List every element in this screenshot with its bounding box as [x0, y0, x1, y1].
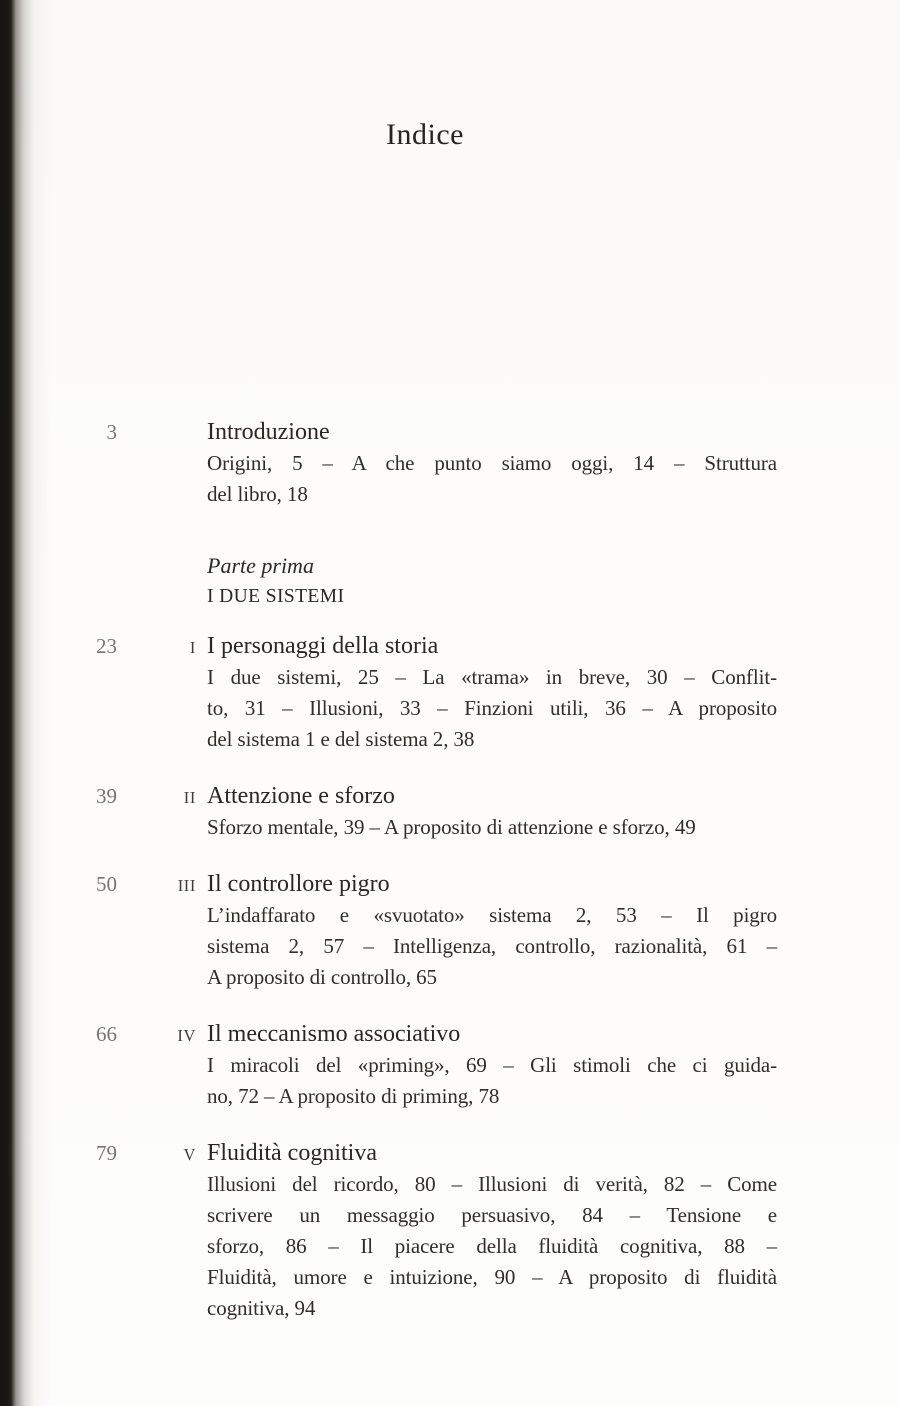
toc-topic-line: no, 72 – A proposito di priming, 78: [207, 1084, 500, 1108]
toc-chapter-numeral: II: [183, 788, 196, 807]
toc-topic-line: del libro, 18: [207, 482, 308, 506]
toc-topic-line: Illusioni del ricordo, 80 – Illusioni di verità, 82 – Come: [207, 1172, 777, 1196]
toc-entry: [0, 868, 900, 993]
toc-entry-text: [207, 868, 777, 993]
toc-entry: [0, 1137, 900, 1324]
toc-chapter-topics: [207, 662, 777, 755]
toc-chapter-topics: [207, 900, 777, 993]
toc-topic-line: L’indaffarato e «svuotato» sistema 2, 53 – Il pigro: [207, 903, 777, 927]
toc-chapter-numeral: IV: [177, 1026, 196, 1045]
toc-topic-line: cognitiva, 94: [207, 1296, 316, 1320]
toc-topic-line: Fluidità, umore e intuizione, 90 – A proposito di fluidità: [207, 1265, 777, 1289]
toc-topic-line: del sistema 1 e del sistema 2, 38: [207, 727, 475, 751]
toc-entry-text: [207, 630, 777, 755]
toc-page-number: 23: [96, 634, 117, 658]
toc-entry-text: [207, 416, 777, 510]
toc-entry: [0, 1018, 900, 1112]
toc-chapter-topics: [207, 812, 777, 843]
toc-topic-line: to, 31 – Illusioni, 33 – Finzioni utili, 36 – A proposito: [207, 696, 777, 720]
toc-topic-line: sistema 2, 57 – Intelligenza, controllo, razionalità, 61 –: [207, 934, 777, 958]
toc-part-heading: [207, 550, 900, 612]
toc-topic-line: scrivere un messaggio persuasivo, 84 – Tensione e: [207, 1203, 777, 1227]
binding-shadow: [0, 0, 52, 1406]
toc-topic-line: I miracoli del «priming», 69 – Gli stimoli che ci guida-: [207, 1053, 777, 1077]
toc-chapter-numeral: V: [183, 1145, 196, 1164]
toc-page-number: 39: [96, 784, 117, 808]
part-label: Parte prima: [207, 553, 314, 578]
toc-entries: [0, 416, 900, 1324]
toc-chapter-title: Attenzione e sforzo: [207, 783, 395, 809]
toc-entry-text: [207, 1137, 777, 1324]
toc-entry: [0, 416, 900, 510]
toc-topic-line: Sforzo mentale, 39 – A proposito di attenzione e sforzo, 49: [207, 815, 696, 839]
toc-page-number: 50: [96, 872, 117, 896]
toc-page-number: 3: [106, 420, 117, 444]
toc-topic-line: A proposito di controllo, 65: [207, 965, 437, 989]
toc-entry: [0, 780, 900, 843]
toc-chapter-topics: [207, 1050, 777, 1112]
toc-chapter-title: I personaggi della storia: [207, 633, 439, 659]
toc-chapter-title: Fluidità cognitiva: [207, 1140, 377, 1166]
page-title: Indice: [386, 118, 464, 151]
toc-topic-line: sforzo, 86 – Il piacere della fluidità cognitiva, 88 –: [207, 1234, 777, 1258]
toc-chapter-numeral: I: [189, 638, 196, 657]
toc-chapter-title: Introduzione: [207, 419, 330, 445]
toc-topic-line: I due sistemi, 25 – La «trama» in breve, 30 – Conflit-: [207, 665, 777, 689]
toc-chapter-topics: [207, 448, 777, 510]
toc-entry: [0, 630, 900, 755]
toc-page-number: 79: [96, 1141, 117, 1165]
toc-entry-text: [207, 1018, 777, 1112]
toc-chapter-numeral: III: [177, 876, 196, 895]
toc-topic-line: Origini, 5 – A che punto siamo oggi, 14 – Struttura: [207, 451, 777, 475]
toc-chapter-title: Il controllore pigro: [207, 871, 390, 897]
toc-chapter-title: Il meccanismo associativo: [207, 1021, 461, 1047]
toc-entry-text: [207, 780, 777, 843]
toc-chapter-topics: [207, 1169, 777, 1324]
toc-page-number: 66: [96, 1022, 117, 1046]
part-title: I DUE SISTEMI: [207, 586, 345, 607]
